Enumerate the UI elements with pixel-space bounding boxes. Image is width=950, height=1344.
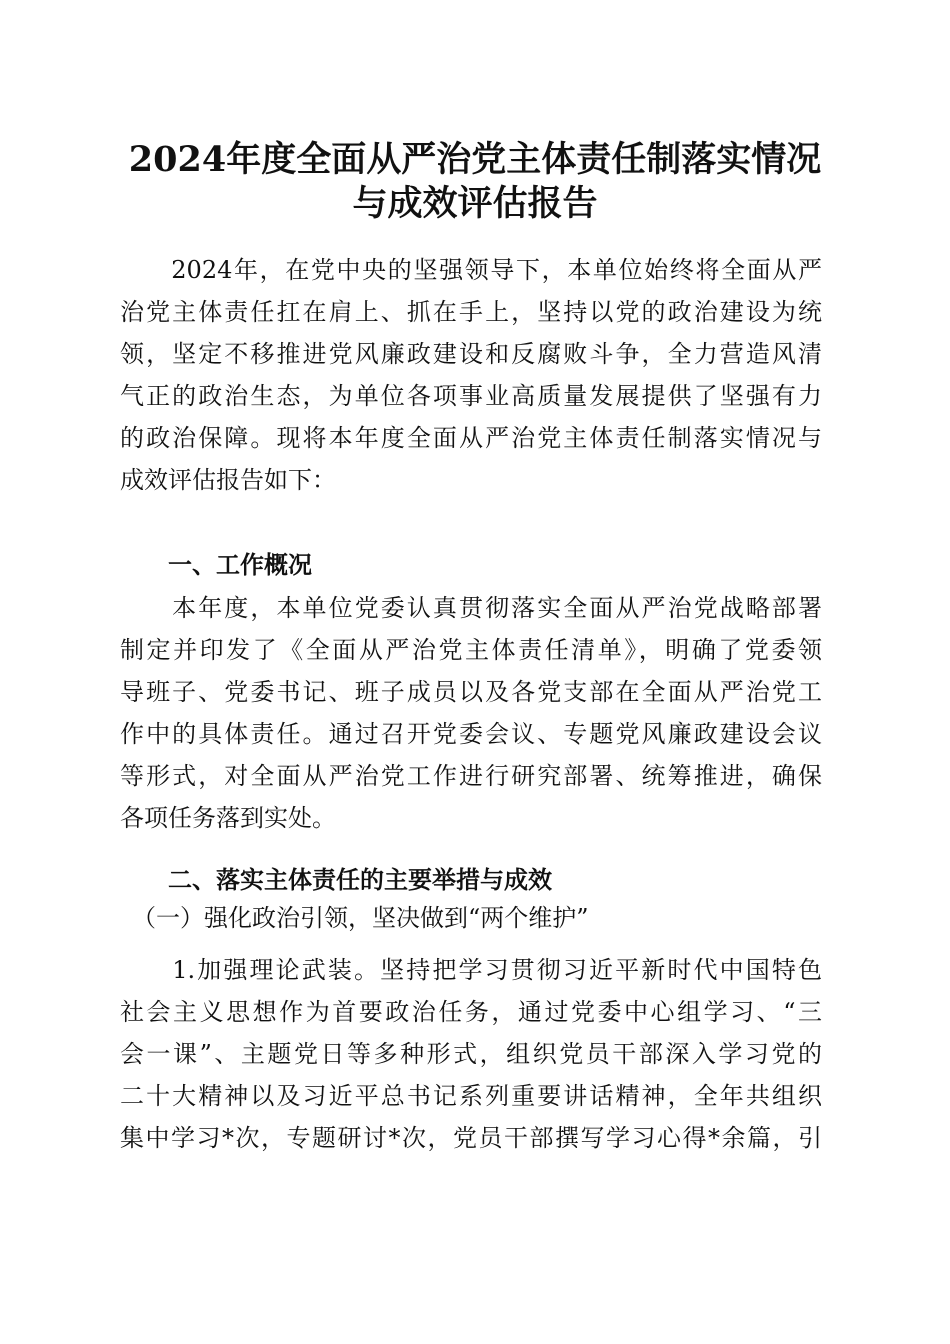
section-heading-1: 一、工作概况 [120,550,312,579]
text-line: 领，坚定不移推进党风廉政建设和反腐败斗争，全力营造风清 [120,340,822,368]
text-line: 治党主体责任扛在肩上、抓在手上，坚持以党的政治建设为统 [120,298,822,326]
title-line-2: 与成效评估报告 [352,183,598,224]
text-line: 1.加强理论武装。坚持把学习贯彻习近平新时代中国特色 [120,956,822,984]
text-line: 的政治保障。现将本年度全面从严治党主体责任制落实情况与 [120,424,822,452]
text-line: 2024年，在党中央的坚强领导下，本单位始终将全面从严 [120,256,822,284]
text-line: 等形式，对全面从严治党工作进行研究部署、统筹推进，确保 [120,762,822,790]
text-line: 社会主义思想作为首要政治任务，通过党委中心组学习、“三 [120,998,822,1026]
text-line: 制定并印发了《全面从严治党主体责任清单》，明确了党委领 [120,636,822,664]
text-line: 导班子、党委书记、班子成员以及各党支部在全面从严治党工 [120,678,822,706]
text-line: 本年度，本单位党委认真贯彻落实全面从严治党战略部署 [120,594,822,622]
text-line: 各项任务落到实处。 [120,804,336,832]
section-heading-2: 二、落实主体责任的主要举措与成效 [120,865,552,894]
text-line: 气正的政治生态，为单位各项事业高质量发展提供了坚强有力 [120,382,822,410]
text-line: 集中学习*次，专题研讨*次，党员干部撰写学习心得*余篇，引 [120,1124,822,1152]
subheading-1: （一）强化政治引领，坚决做到“两个维护” [120,904,589,932]
text-line: 会一课”、主题党日等多种形式，组织党员干部深入学习党的 [120,1040,822,1068]
title-line-1: 2024年度全面从严治党主体责任制落实情况 [128,139,822,180]
text-line: 成效评估报告如下： [120,466,336,494]
text-line: 二十大精神以及习近平总书记系列重要讲话精神，全年共组织 [120,1082,822,1110]
text-line: 作中的具体责任。通过召开党委会议、专题党风廉政建设会议 [120,720,822,748]
